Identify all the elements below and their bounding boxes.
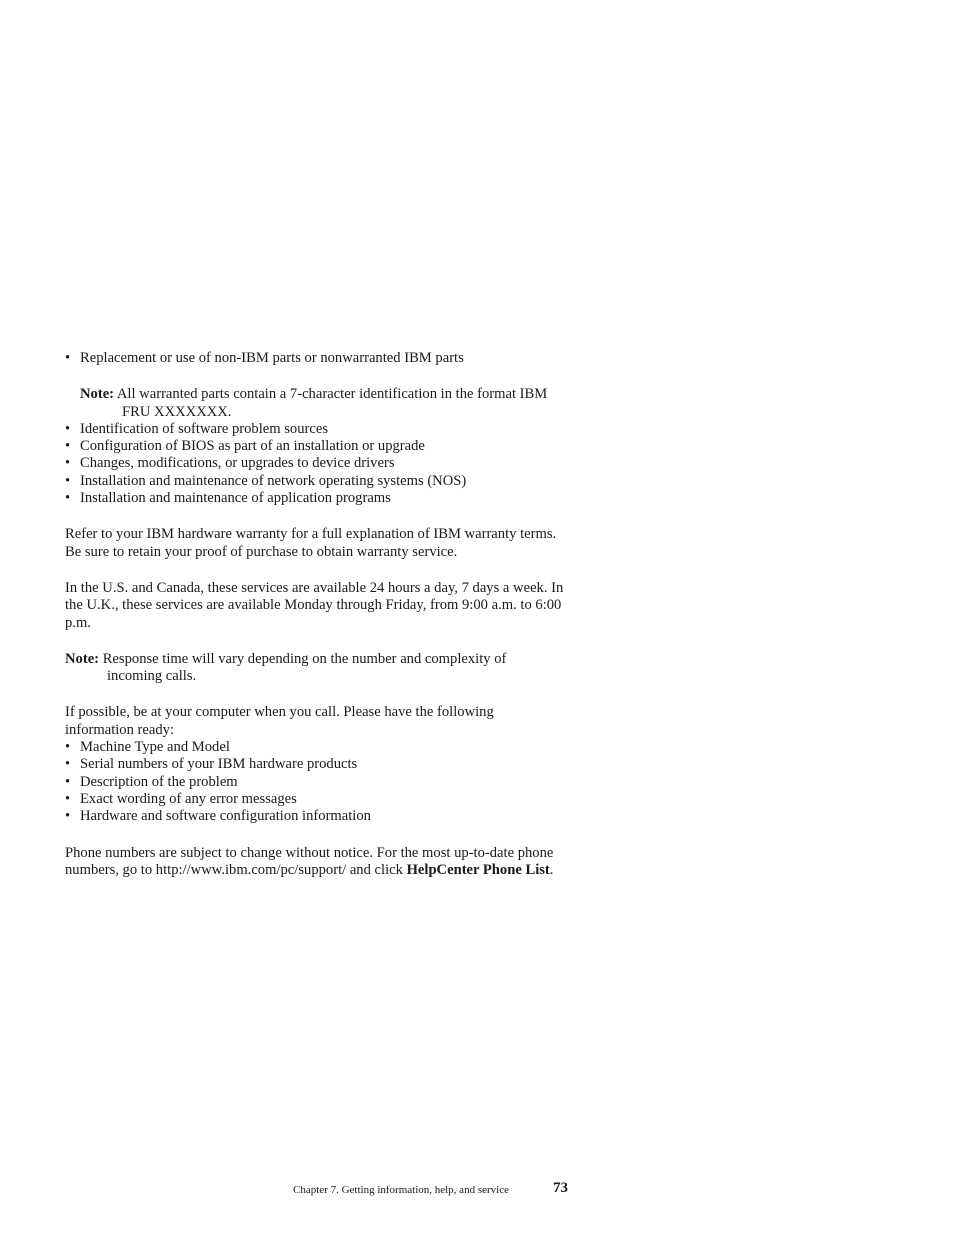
paragraph-prepare: If possible, be at your computer when you call. Please have the following information ready: — [65, 704, 494, 738]
list-item: • Hardware and software configuration information — [65, 808, 565, 825]
page-content — [65, 350, 565, 879]
page-footer — [293, 1181, 573, 1199]
list-item: • Exact wording of any error messages — [65, 791, 565, 808]
page-number: 73 — [553, 1180, 568, 1196]
note-label: Note: — [80, 386, 115, 403]
list-item: • Serial numbers of your IBM hardware products — [65, 756, 565, 773]
list-item: • Installation and maintenance of application programs — [65, 490, 565, 507]
list-item: • Machine Type and Model — [65, 739, 565, 756]
list-item: • Description of the problem — [65, 774, 565, 791]
list-item: • Configuration of BIOS as part of an installation or upgrade — [65, 438, 565, 455]
paragraph-service-hours: In the U.S. and Canada, these services are available 24 hours a day, 7 days a week. In the U.K., these services are available Monday through Friday, from 9:00 a.m. to 6:00 p.m. — [65, 579, 564, 631]
list-item: • Installation and maintenance of network operating systems (NOS) — [65, 473, 565, 490]
note-text: All warranted parts contain a 7-character identification in the format IBM FRU XXXXXXX. — [116, 386, 548, 420]
phone-text: Phone numbers are subject to change without notice. For the most up-to-date phone numbers, go to http://www.ibm.com/pc/support/ and click — [65, 844, 554, 878]
exclusions-list-1 — [65, 350, 565, 367]
helpcenter-phone-list-link[interactable]: HelpCenter Phone List — [406, 861, 550, 878]
exclusions-list-2 — [65, 421, 565, 507]
footer-chapter-title: Chapter 7. Getting information, help, and service — [293, 1184, 509, 1196]
note-label: Note: — [65, 650, 100, 667]
info-ready-list — [65, 739, 565, 825]
paragraph-warranty: Refer to your IBM hardware warranty for a full explanation of IBM warranty terms. Be sure to retain your proof of purchase to obtain warranty service. — [65, 526, 557, 560]
note-text: Response time will vary depending on the number and complexity of incoming calls. — [102, 650, 507, 685]
list-item: • Identification of software problem sources — [65, 421, 565, 438]
note-parts-format — [80, 386, 565, 421]
list-item: • Replacement or use of non-IBM parts or nonwarranted IBM parts — [65, 350, 565, 367]
list-item: • Changes, modifications, or upgrades to device drivers — [65, 455, 565, 472]
phone-text-end: . — [549, 861, 554, 878]
note-response-time — [65, 651, 565, 686]
paragraph-phone-numbers — [65, 845, 565, 880]
